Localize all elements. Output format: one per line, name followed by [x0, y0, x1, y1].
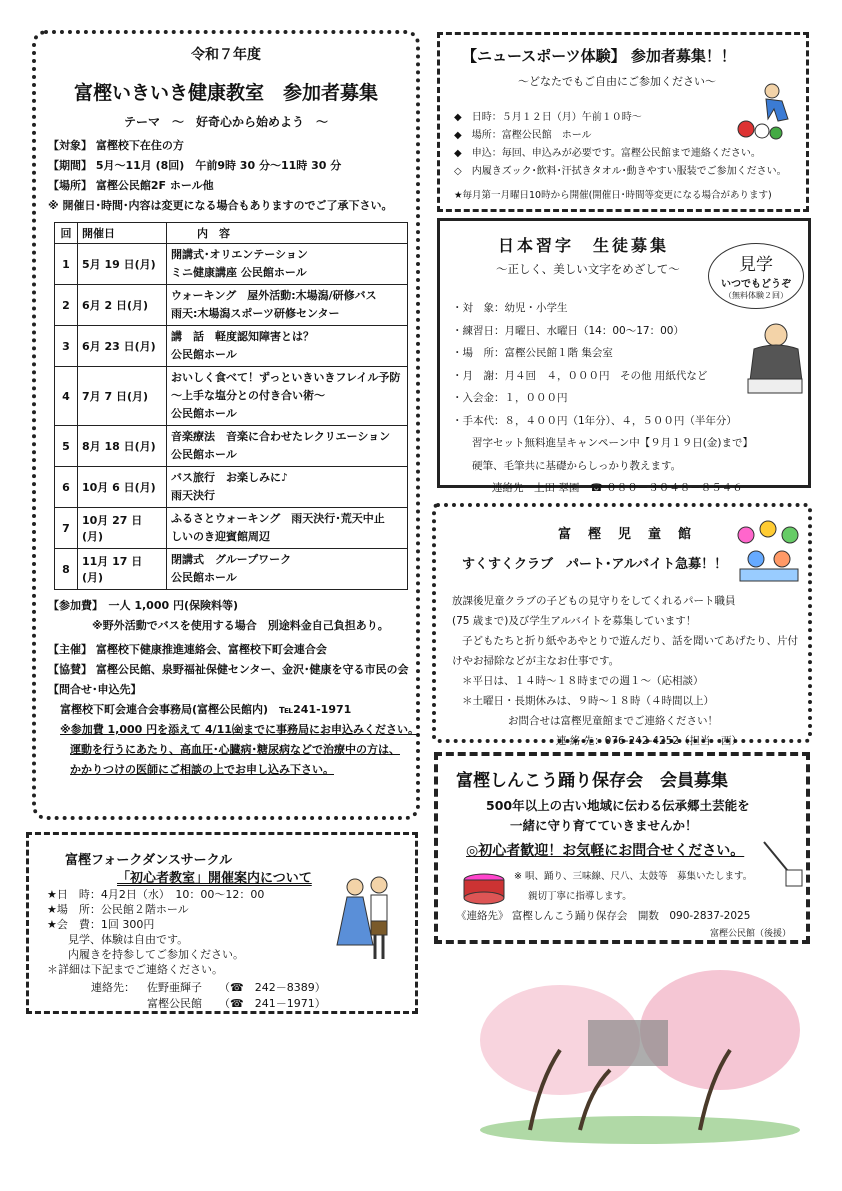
- calligraphy-panel: [437, 218, 811, 494]
- childrens-hall-body: (75 歳まで)及び学生アルバイトを募集しています！: [452, 615, 697, 627]
- table-row: [55, 467, 408, 508]
- row-content: ふるさとウォーキング 雨天決行･荒天中止: [171, 512, 385, 525]
- badge-main: 見学: [739, 255, 773, 275]
- row-date: 8月 18 日(月): [78, 426, 167, 467]
- table-row: [55, 285, 408, 326]
- row-content: 雨天:木場潟スポーツ研修センター: [171, 307, 340, 320]
- folk-contact-2-tel: （☎ 241－1971）: [219, 997, 326, 1010]
- sports-item: ◆ 申込：毎回、申込みが必要です。富樫公民館まで連絡ください。: [454, 148, 761, 159]
- target-line: 【対象】 富樫校下在住の方: [48, 139, 184, 152]
- calligraphy-item: ・対 象：幼児・小学生: [452, 302, 568, 314]
- row-content: ～上手な塩分との付き合い術～: [171, 389, 325, 402]
- health-title: 富樫いきいき健康教室 参加者募集: [73, 82, 378, 104]
- sports-subtitle: ～どなたでもご自由にご参加ください～: [518, 75, 716, 88]
- calligraphy-title: 日本習字 生徒募集: [498, 236, 670, 255]
- calligraphy-item: ・月 謝：月４回 ４，０００円 その他 用紙代など: [452, 369, 708, 382]
- row-content: 公民館ホール: [171, 348, 237, 361]
- shinko-title: 富樫しんこう踊り保存会 会員募集: [456, 771, 728, 791]
- calligraphy-item: ・練習日：月曜日、水曜日（14：00～17：00）: [452, 324, 684, 337]
- shamisen-icon: [756, 836, 806, 890]
- student-writing-icon: [746, 321, 804, 395]
- calligraphy-contact: 連絡先 上田 翠園 ☎ ０８０－３０４８－８５４６: [492, 482, 743, 494]
- health-class-panel: [32, 30, 420, 820]
- cherry-blossom-illustration: [470, 960, 810, 1160]
- schedule-table: [54, 222, 408, 590]
- row-no: 6: [55, 467, 78, 508]
- row-content: 閉講式 グループワーク: [171, 553, 292, 566]
- row-no: 5: [55, 426, 78, 467]
- folk-line: ★場 所：公民館２階ホール: [47, 903, 189, 916]
- sports-item: ◆ 場所：富樫公民館 ホール: [454, 130, 592, 141]
- row-content: 公民館ホール: [171, 571, 237, 584]
- folk-contact-2-name: 富樫公民館: [147, 997, 202, 1010]
- shinko-note-2: 親切丁寧に指導します。: [528, 891, 632, 902]
- sports-title: 【ニュースポーツ体験】 参加者募集！！: [462, 47, 736, 65]
- caution-line-1: 運動を行うにあたり、高血圧･心臓病･糖尿病などで治療中の方は、: [70, 743, 400, 756]
- header-date: 開催日: [78, 223, 167, 244]
- row-content: 開講式･オリエンテーション: [171, 248, 308, 261]
- sports-item: ◆ 日時：５月１２日（月）午前１０時～: [454, 112, 642, 123]
- table-row: [55, 367, 408, 426]
- table-row: [55, 549, 408, 590]
- row-content: バス旅行 お楽しみに♪: [171, 471, 289, 484]
- apply-line: ※参加費 1,000 円を添えて 4/11㈮までに事務局にお申込みください。: [60, 723, 419, 736]
- period-line: 【期間】 5月～11月 (8回) 午前9時 30 分～11時 30 分: [48, 159, 342, 172]
- change-note: ※ 開催日･時間･内容は変更になる場合もありますのでご了承下さい。: [48, 199, 393, 212]
- caution-line-2: かかりつけの医師にご相談の上でお申し込み下さい。: [70, 763, 334, 776]
- row-content: 講 話 軽度認知障害とは？: [171, 330, 314, 343]
- row-date: 6月 23 日(月): [78, 326, 167, 367]
- folk-title-1: 富樫フォークダンスサークル: [65, 853, 233, 868]
- row-content: 雨天決行: [171, 489, 215, 502]
- year-label: 令和７年度: [191, 47, 261, 63]
- header-content: 内 容: [167, 223, 408, 244]
- folk-contact-1-name: 佐野亜輝子: [147, 981, 202, 994]
- folk-contact-1-tel: （☎ 242－8389）: [219, 981, 326, 994]
- row-no: 8: [55, 549, 78, 590]
- childrens-hall-contact: 連 絡 先：076-242-4252（担当 西）: [556, 735, 743, 747]
- sports-footer: ★毎月第一月曜日10時から開催(開催日･時間等変更になる場合があります): [454, 190, 772, 201]
- shinko-welcome: ◎初心者歓迎！お気軽にお問合せください。: [466, 843, 745, 859]
- childrens-hall-body: 子どもたちと折り紙やあやとりで遊んだり、話を聞いてあげたり、片付: [462, 635, 798, 647]
- folk-contact-label: 連絡先：: [91, 981, 135, 994]
- place-line: 【場所】 富樫公民館2F ホール他: [48, 179, 214, 192]
- childrens-hall-panel: [432, 503, 812, 747]
- calligraphy-item: ・手本代：８，４００円（1年分）、４，５００円（半年分）: [452, 414, 737, 427]
- table-row: [55, 426, 408, 467]
- row-date: 10月 27 日(月): [78, 508, 167, 549]
- row-no: 7: [55, 508, 78, 549]
- shinko-line-2: 一緒に守り育てていきませんか！: [510, 818, 698, 833]
- row-content: ミニ健康講座 公民館ホール: [171, 266, 307, 279]
- row-no: 2: [55, 285, 78, 326]
- row-date: 7月 7 日(月): [78, 367, 167, 426]
- table-row: [55, 244, 408, 285]
- fee-line: 【参加費】 一人 1,000 円(保険料等): [48, 599, 239, 612]
- row-date: 5月 19 日(月): [78, 244, 167, 285]
- childrens-hall-body: ＊土曜日・長期休みは、９時～１８時（４時間以上）: [462, 695, 714, 707]
- shinko-support: 富樫公民館（後援）: [710, 929, 792, 939]
- shinko-note-1: ※ 唄、踊り、三味線、尺八、太鼓等 募集いたします。: [514, 871, 753, 882]
- row-date: 10月 6 日(月): [78, 467, 167, 508]
- row-content: 公民館ホール: [171, 448, 237, 461]
- health-theme: テーマ ～ 好奇心から始めよう ～: [123, 115, 328, 129]
- calligraphy-subtitle: ～正しく、美しい文字をめざして～: [496, 262, 680, 276]
- row-content: しいのき迎賓館周辺: [171, 530, 270, 543]
- table-row: [55, 326, 408, 367]
- row-content: ウォーキング 屋外活動:木場潟/研修バス: [171, 289, 377, 302]
- folk-line: 内履きを持参してご参加ください。: [57, 948, 244, 961]
- childrens-hall-body: 放課後児童クラブの子どもの見守りをしてくれるパート職員: [452, 595, 736, 607]
- campaign-line-2: 硬筆、毛筆共に基礎からしっかり教えます。: [472, 459, 682, 472]
- campaign-line: 習字セット無料進呈キャンペーン中【９月１９日(金)まで】: [472, 437, 753, 449]
- calligraphy-item: ・場 所：富樫公民館１階 集会室: [452, 347, 613, 359]
- childrens-hall-subtitle: すくすくクラブ パート･アルバイト急募！！: [462, 557, 728, 572]
- shinko-dance-panel: [434, 752, 810, 944]
- calligraphy-item: ・入会金：１，０００円: [452, 392, 568, 404]
- shinko-line-1: 500年以上の古い地域に伝わる伝承郷土芸能を: [486, 798, 750, 813]
- drum-icon: [460, 866, 508, 906]
- children-group-icon: [732, 517, 806, 583]
- row-date: 11月 17 日(月): [78, 549, 167, 590]
- folk-line: ★会 費：1回 300円: [47, 918, 155, 931]
- row-no: 4: [55, 367, 78, 426]
- childrens-hall-body: けやお掃除などが主なお仕事です。: [452, 655, 620, 667]
- row-no: 3: [55, 326, 78, 367]
- shinko-contact: 《連絡先》 富樫しんこう踊り保存会 開数 090-2837-2025: [456, 910, 751, 922]
- sports-item: ◇ 内履きズック･飲料･汗拭きタオル･動きやすい服装でご参加ください。: [454, 166, 787, 177]
- fee-note: ※野外活動でバスを使用する場合 別途料金自己負担あり。: [92, 619, 389, 632]
- host-line: 【主催】 富樫校下健康推進連絡会、富樫校下町会連合会: [48, 643, 327, 656]
- contact-line: 富樫校下町会連合会事務局(富樫公民館内) ℡241-1971: [60, 703, 352, 716]
- badge-sub: いつでもどうぞ: [721, 279, 791, 290]
- folk-dancers-icon: [333, 875, 399, 963]
- row-no: 1: [55, 244, 78, 285]
- childrens-hall-inquiry: お問合せは富樫児童館までご連絡ください！: [508, 715, 718, 727]
- childrens-hall-body: ＊平日は、１４時～１８時までの週１～（応相談）: [462, 675, 704, 687]
- contact-head: 【問合せ･申込先】: [48, 683, 142, 696]
- childrens-hall-title: 富 樫 児 童 館: [558, 527, 694, 542]
- header-no: 回: [55, 223, 78, 244]
- table-row: [55, 508, 408, 549]
- support-line: 【協賛】 富樫公民館、泉野福祉保健センター、金沢･健康を守る市民の会: [48, 663, 409, 676]
- folk-dance-panel: [26, 832, 418, 1014]
- table-header-row: [55, 223, 408, 244]
- folk-title-2: 「初心者教室」開催案内について: [117, 871, 312, 886]
- folk-line: 見学、体験は自由です。: [57, 933, 189, 946]
- folk-line: ＊詳細は下記までご連絡ください。: [47, 963, 223, 976]
- folk-line: ★日 時：4月2日（水） 10：00～12：00: [47, 888, 265, 901]
- row-content: おいしく食べて！ずっといきいきフレイル予防: [171, 371, 401, 384]
- row-content: 公民館ホール: [171, 407, 237, 420]
- new-sports-panel: [437, 32, 809, 212]
- badge-note: （無料体験２回）: [724, 291, 788, 300]
- row-date: 6月 2 日(月): [78, 285, 167, 326]
- row-content: 音楽療法 音楽に合わせたレクリエーション: [171, 430, 391, 443]
